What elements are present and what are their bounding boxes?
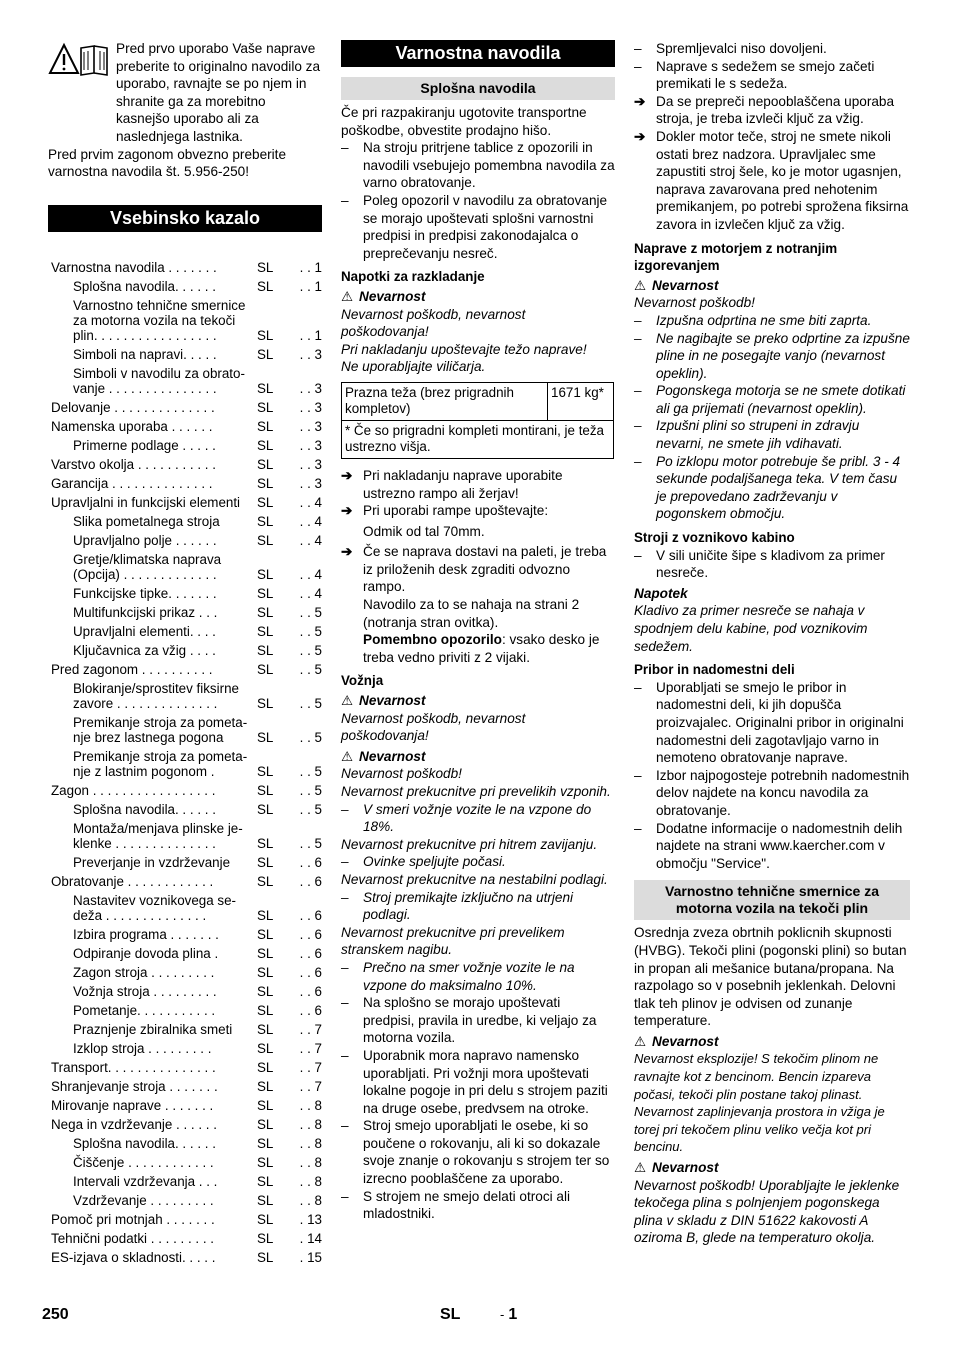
toc-entry-title: Mirovanje naprave . . . . . . .: [51, 1097, 214, 1113]
toc-entry-page: . . 1: [299, 278, 322, 294]
list-item: – Poleg opozoril v navodilu za obratovanje se morajo upoštevati splošni varnostni predpisi in predpisi zakonodajalca o preprečevanju nesreč.: [341, 192, 615, 262]
toc-row: [48, 713, 322, 747]
toc-entry-title: Preverjanje in vzdrževanje: [73, 854, 231, 870]
toc-row: [48, 1115, 322, 1134]
toc-entry-lang: SL: [257, 399, 274, 415]
toc-row: [48, 944, 322, 963]
subsection-title: Varnostno tehnične smernice za motorna vozila na tekoči plin: [634, 880, 910, 920]
list-item: – V sili uničite šipe s kladivom za primer nesreče.: [634, 547, 910, 582]
toc-entry-title: Blokiranje/sprostitev fiksirne zavore . . . . . . . . . . . . . .: [73, 680, 239, 711]
toc-row: [48, 872, 322, 891]
list-item: – V smeri vožnje vozite le na vzpone do 18%.: [341, 801, 615, 836]
toc-entry-title: Transport. . . . . . . . . . . . . . .: [51, 1059, 216, 1075]
toc-entry-page: . . 5: [299, 763, 322, 779]
list-item: ➔ Dokler motor teče, stroj ne smete nikoli ostati brez nadzora. Upravljalec sme zapustiti stroj šele, ko je motor ugasnjen, naprava zavarovana pred nehotenim premikanjem, po potrebi sprožena fiksirna zavora in izvlečen ključ za vžig.: [634, 128, 910, 234]
toc-entry-lang: SL: [257, 854, 274, 870]
paragraph: Nevarnost prekucnitve pri prevelikih vzponih.: [341, 784, 611, 799]
toc-entry-lang: SL: [257, 418, 274, 434]
warning-text: Nevarnost poškodb, nevarnost poškodovanja!: [341, 306, 526, 340]
toc-row: [48, 417, 322, 436]
toc-entry-page: . . 1: [299, 259, 322, 275]
toc-entry-title: Izklop stroja . . . . . . . . .: [73, 1040, 212, 1056]
intro-text: Pred prvo uporabo Vaše naprave preberite to originalno navodilo za uporabo, ravnajte se po njem in shranite ga za morebitno kasnejšo uporabo ali za naslednjega lastnika.: [116, 41, 321, 144]
toc-entry-title: Vožnja stroja . . . . . . . . .: [73, 983, 217, 999]
toc-entry-lang: SL: [257, 259, 274, 275]
toc-entry-title: Funkcijske tipke. . . . . . .: [73, 585, 217, 601]
toc-entry-title: Delovanje . . . . . . . . . . . . . .: [51, 399, 215, 415]
page-number: 250: [42, 1306, 69, 1323]
warning-icon: ⚠: [341, 693, 354, 709]
toc-entry-title: Izbira programa . . . . . . .: [73, 926, 219, 942]
toc-row: [48, 493, 322, 512]
warning-label: ⚠ Nevarnost: [634, 1160, 719, 1176]
toc-entry-title: Premikanje stroja za pometa- nje brez lastnega pogona: [73, 714, 248, 745]
warning-label: ⚠ Nevarnost: [341, 748, 426, 764]
toc-entry-lang: SL: [257, 380, 274, 396]
toc-entry-lang: SL: [257, 1097, 274, 1113]
toc-row: [48, 1229, 322, 1248]
heading: Napotki za razkladanje: [341, 269, 485, 285]
list-item: – Stroj smejo uporabljati le osebe, ki so poučene o rokovanju, ali ki so dokazale svoje znanje o rokovanju s strojem ter so izrecno pooblaščene za uporabo.: [341, 1117, 615, 1187]
toc-entry-title: Nega in vzdrževanje . . . . . .: [51, 1116, 217, 1132]
toc-entry-page: . . 8: [299, 1135, 322, 1151]
toc-entry-lang: SL: [257, 1249, 274, 1265]
note-label: Napotek: [634, 585, 688, 601]
paragraph: Nevarnost prekucnitve na nestabilni podlagi.: [341, 871, 608, 887]
toc-entry-title: Garancija . . . . . . . . . . . . . .: [51, 475, 213, 491]
paragraph: Odmik od tal 70mm.: [363, 523, 485, 539]
toc-entry-title: Splošna navodila. . . . . .: [73, 278, 216, 294]
toc-entry-page: . . 8: [299, 1173, 322, 1189]
toc-row: [48, 1172, 322, 1191]
intro-block: [48, 40, 322, 146]
toc-row: [48, 1134, 322, 1153]
toc-entry-title: Varstvo okolja . . . . . . . . . . .: [51, 456, 216, 472]
toc-row: [48, 819, 322, 853]
toc-entry-lang: SL: [257, 926, 274, 942]
toc-row: [48, 1210, 322, 1229]
heading: Naprave z motorjem z notranjim izgorevanjem: [634, 240, 838, 274]
toc-row: [48, 1153, 322, 1172]
list-item: ➔ Da se prepreči nepooblaščena uporaba stroja, je treba izvleči ključ za vžig.: [634, 93, 910, 128]
toc-row: [48, 364, 322, 398]
toc-entry-title: Upravljalno polje . . . . . .: [73, 532, 217, 548]
table-cell: 1671 kg*: [548, 382, 614, 420]
toc-row: [48, 584, 322, 603]
toc-row: [48, 531, 322, 550]
weight-table: [341, 382, 614, 459]
list-item: ➔ Pri uporabi rampe upoštevajte:: [341, 502, 615, 520]
toc-row: [48, 622, 322, 641]
toc-entry-title: Zagon stroja . . . . . . . . .: [73, 964, 215, 980]
toc-entry-page: . . 4: [299, 494, 322, 510]
toc-entry-lang: SL: [257, 278, 274, 294]
warning-text: Nevarnost poškodb, nevarnost poškodovanja!: [341, 710, 526, 744]
toc-row: [48, 1191, 322, 1210]
toc-entry-title: Nastavitev voznikovega se- deža . . . . . . . . . . . . . .: [73, 892, 236, 923]
toc-entry-title: Ključavnica za vžig . . . .: [73, 642, 216, 658]
note-text: Kladivo za primer nesreče se nahaja v spodnjem delu kabine, pod voznikovim sedežem.: [634, 603, 868, 654]
section-page-number: - 1: [500, 1306, 518, 1323]
toc-entry-lang: SL: [257, 585, 274, 601]
toc-entry-title: Slika pometalnega stroja: [73, 513, 220, 529]
toc-entry-title: Varnostna navodila . . . . . . .: [51, 259, 217, 275]
table-of-contents: [48, 258, 322, 1267]
warning-icon: ⚠: [341, 288, 354, 304]
toc-row: [48, 603, 322, 622]
toc-entry-lang: SL: [257, 566, 274, 582]
toc-entry-page: . . 8: [299, 1154, 322, 1170]
list-item: – S strojem ne smejo delati otroci ali mladostniki.: [341, 1188, 615, 1223]
toc-entry-title: Odpiranje dovoda plina .: [73, 945, 219, 961]
toc-entry-page: . . 3: [299, 418, 322, 434]
toc-entry-lang: SL: [257, 964, 274, 980]
column-1: [48, 40, 322, 1267]
warning-text: Pri nakladanju upoštevajte težo naprave! Ne uporabljajte viličarja.: [341, 341, 587, 375]
toc-row: [48, 436, 322, 455]
list-item: ➔ Če se naprava dostavi na paleti, je treba iz priloženih desk zgraditi odvozno rampo.: [341, 543, 615, 596]
toc-entry-lang: SL: [257, 835, 274, 851]
warning-icon: ⚠: [341, 748, 354, 764]
heading: Vožnja: [341, 673, 384, 689]
toc-row: [48, 963, 322, 982]
toc-row: [48, 455, 322, 474]
toc-entry-page: . . 6: [299, 1002, 322, 1018]
toc-entry-page: . . 6: [299, 873, 322, 889]
subsection-title: Splošna navodila: [341, 77, 615, 100]
toc-entry-lang: SL: [257, 729, 274, 745]
toc-entry-lang: SL: [257, 1154, 274, 1170]
toc-entry-page: . . 3: [299, 475, 322, 491]
toc-entry-title: Premikanje stroja za pometa- nje z lastnim pogonom .: [73, 748, 248, 779]
warning-label: ⚠ Nevarnost: [341, 693, 426, 709]
toc-row: [48, 398, 322, 417]
toc-entry-page: . . 1: [299, 327, 322, 343]
paragraph: Če pri razpakiranju ugotovite transportne poškodbe, obvestite prodajno hišo.: [341, 105, 587, 138]
toc-entry-title: Gretje/klimatska naprava (Opcija) . . . . . . . . . . . . .: [73, 551, 222, 582]
table-cell: * Če so prigradni kompleti montirani, je teža ustrezno višja.: [342, 420, 614, 458]
paragraph: Navodilo za to se nahaja na strani 2 (notranja stran ovitka).: [363, 597, 580, 630]
paragraph: Nevarnost prekucnitve pri prevelikem stranskem nagibu.: [341, 924, 565, 958]
toc-entry-title: Simboli na napravi. . . . .: [73, 346, 217, 362]
toc-row: [48, 550, 322, 584]
toc-entry-title: Upravljalni elementi. . . .: [73, 623, 216, 639]
toc-entry-page: . . 5: [299, 623, 322, 639]
toc-entry-lang: SL: [257, 346, 274, 362]
toc-row: [48, 345, 322, 364]
toc-entry-title: Montaža/menjava plinske je- klenke . . . . . . . . . . . . . .: [73, 820, 243, 851]
toc-entry-page: . . 7: [299, 1040, 322, 1056]
warning-text: Nevarnost eksplozije! S tekočim plinom ne ravnajte kot z bencinom. Bencin izpareva počasi, tekoči plin postane takoj plinast. Nevarnost zaplinjevanja prostora in vžiga je torej pri tekočem plinu veliko večja kot pri bencinu.: [634, 1051, 885, 1155]
list-item: – Stroj premikajte izključno na utrjeni podlagi.: [341, 889, 615, 924]
page-footer: [42, 1306, 912, 1330]
list-item: – Izpušni plini so strupeni in zdravju nevarni, ne smete jih vdihavati.: [634, 417, 910, 452]
toc-row: [48, 1077, 322, 1096]
toc-entry-page: . . 5: [299, 835, 322, 851]
toc-row: [48, 747, 322, 781]
toc-row: [48, 679, 322, 713]
toc-entry-page: . . 6: [299, 983, 322, 999]
toc-entry-page: . . 8: [299, 1192, 322, 1208]
intro-text-2: Pred prvim zagonom obvezno preberite varnostna navodila št. 5.956-250!: [48, 146, 287, 180]
toc-entry-lang: SL: [257, 437, 274, 453]
list-item: – Na splošno se morajo upoštevati predpisi, pravila in uredbe, ki veljajo za motorna vozila.: [341, 994, 615, 1047]
toc-entry-lang: SL: [257, 604, 274, 620]
toc-row: [48, 982, 322, 1001]
toc-row: [48, 781, 322, 800]
list-item: – Izpušna odprtina ne sme biti zaprta.: [634, 312, 910, 330]
warning-text: Nevarnost poškodb! Uporabljajte le jeklenke tekočega plina s polnjenjem pogonskega plina v skladu z DIN 51622 kakovosti A oziroma B, glede na temperaturo okolja.: [634, 1177, 900, 1246]
toc-entry-page: . . 5: [299, 782, 322, 798]
list-item: – Ovinke speljujte počasi.: [341, 853, 615, 871]
toc-entry-title: Splošna navodila. . . . . .: [73, 801, 216, 817]
toc-entry-title: Obratovanje . . . . . . . . . . . .: [51, 873, 214, 889]
toc-entry-lang: SL: [257, 1192, 274, 1208]
toc-entry-title: Vzdrževanje . . . . . . . . .: [73, 1192, 214, 1208]
toc-entry-lang: SL: [257, 532, 274, 548]
toc-entry-lang: SL: [257, 1116, 274, 1132]
toc-entry-title: Pred zagonom . . . . . . . . . .: [51, 661, 213, 677]
list-item: – Naprave s sedežem se smejo začeti premikati le s sedeža.: [634, 58, 910, 93]
warning-icon: ⚠: [634, 1033, 647, 1049]
toc-row: [48, 258, 322, 277]
toc-entry-lang: SL: [257, 1078, 274, 1094]
toc-row: [48, 1039, 322, 1058]
toc-row: [48, 891, 322, 925]
toc-row: [48, 1020, 322, 1039]
warning-text: Nevarnost poškodb!: [341, 766, 462, 782]
toc-entry-lang: SL: [257, 801, 274, 817]
toc-entry-page: . 15: [299, 1249, 322, 1265]
column-2: [341, 40, 615, 1223]
list-item: – Uporabnik mora napravo namensko uporabljati. Pri vožnji mora upoštevati lokalne pogoje in pri delu s strojem paziti na druge osebe, predvsem na otroke.: [341, 1047, 615, 1117]
toc-entry-lang: SL: [257, 456, 274, 472]
toc-entry-page: . . 7: [299, 1021, 322, 1037]
toc-entry-title: Praznjenje zbiralnika smeti: [73, 1021, 233, 1037]
list-item: – Ne nagibajte se preko odprtine za izpušne pline in ne posegajte vanjo (nevarnost opeklin).: [634, 330, 910, 383]
toc-entry-title: Simboli v navodilu za obrato- vanje . . . . . . . . . . . . . . .: [73, 365, 245, 396]
toc-row: [48, 1058, 322, 1077]
toc-entry-lang: SL: [257, 1230, 274, 1246]
toc-entry-title: Shranjevanje stroja . . . . . . .: [51, 1078, 218, 1094]
toc-row: [48, 296, 322, 345]
toc-entry-lang: SL: [257, 1135, 274, 1151]
toc-entry-lang: SL: [257, 475, 274, 491]
list-item: – Pogonskega motorja se ne smete dotikati ali ga prijemati (nevarnost opeklin).: [634, 382, 910, 417]
toc-entry-title: ES-izjava o skladnosti. . . . .: [51, 1249, 216, 1265]
toc-entry-title: Pometanje. . . . . . . . . . .: [73, 1002, 216, 1018]
toc-entry-page: . . 8: [299, 1116, 322, 1132]
toc-entry-page: . . 5: [299, 801, 322, 817]
toc-entry-title: Upravljalni in funkcijski elementi: [51, 494, 241, 510]
toc-entry-lang: SL: [257, 782, 274, 798]
toc-row: [48, 800, 322, 819]
toc-entry-page: . . 6: [299, 907, 322, 923]
toc-row: [48, 660, 322, 679]
toc-entry-lang: SL: [257, 642, 274, 658]
toc-entry-lang: SL: [257, 1021, 274, 1037]
toc-row: [48, 641, 322, 660]
toc-entry-page: . . 6: [299, 945, 322, 961]
toc-entry-lang: SL: [257, 695, 274, 711]
list-item: – Izbor najpogosteje potrebnih nadomestnih delov najdete na koncu navodila za obratovanje.: [634, 767, 910, 820]
toc-entry-page: . . 5: [299, 729, 322, 745]
toc-entry-page: . . 7: [299, 1078, 322, 1094]
toc-entry-lang: SL: [257, 1211, 274, 1227]
toc-entry-page: . . 5: [299, 604, 322, 620]
toc-row: [48, 925, 322, 944]
toc-entry-page: . . 4: [299, 566, 322, 582]
toc-entry-lang: SL: [257, 513, 274, 529]
warning-label: ⚠ Nevarnost: [634, 277, 719, 293]
warning-label: ⚠ Nevarnost: [634, 1033, 719, 1049]
toc-entry-lang: SL: [257, 661, 274, 677]
warning-manual-icon: [48, 42, 110, 76]
toc-entry-lang: SL: [257, 623, 274, 639]
list-item: – Prečno na smer vožnje vozite le na vzpone do maksimalno 10%.: [341, 959, 615, 994]
toc-entry-title: Primerne podlage . . . . .: [73, 437, 216, 453]
toc-entry-page: . . 3: [299, 346, 322, 362]
toc-entry-lang: SL: [257, 873, 274, 889]
list-item: ➔ Pri nakladanju naprave uporabite ustrezno rampo ali žerjav!: [341, 467, 615, 502]
toc-entry-page: . 14: [299, 1230, 322, 1246]
toc-entry-page: . . 4: [299, 585, 322, 601]
toc-entry-lang: SL: [257, 907, 274, 923]
warning-icon: ⚠: [634, 1160, 647, 1176]
toc-entry-title: Čiščenje . . . . . . . . . . . .: [73, 1154, 214, 1170]
toc-entry-page: . . 6: [299, 964, 322, 980]
heading: Pribor in nadomestni deli: [634, 662, 795, 678]
list-item: – Spremljevalci niso dovoljeni.: [634, 40, 910, 58]
toc-entry-page: . . 5: [299, 642, 322, 658]
toc-row: [48, 277, 322, 296]
toc-entry-page: . . 5: [299, 661, 322, 677]
list-item: – Dodatne informacije o nadomestnih delih najdete na strani www.kaercher.com v območju "Service".: [634, 820, 910, 873]
toc-row: [48, 474, 322, 493]
paragraph: Pomembno opozorilo: vsako desko je treba vedno priviti z 2 vijaki.: [363, 632, 600, 665]
toc-title: Vsebinsko kazalo: [48, 205, 322, 232]
toc-entry-lang: SL: [257, 327, 274, 343]
toc-entry-page: . . 6: [299, 926, 322, 942]
toc-entry-title: Multifunkcijski prikaz . . .: [73, 604, 218, 620]
toc-entry-title: Splošna navodila. . . . . .: [73, 1135, 216, 1151]
toc-entry-title: Pomoč pri motnjah . . . . . . .: [51, 1211, 215, 1227]
toc-row: [48, 1096, 322, 1115]
toc-entry-lang: SL: [257, 763, 274, 779]
toc-entry-title: Namenska uporaba . . . . . .: [51, 418, 213, 434]
toc-row: [48, 1248, 322, 1267]
toc-entry-title: Zagon . . . . . . . . . . . . . . . . .: [51, 782, 216, 798]
toc-entry-lang: SL: [257, 1059, 274, 1075]
toc-row: [48, 853, 322, 872]
toc-entry-lang: SL: [257, 1040, 274, 1056]
toc-entry-page: . . 3: [299, 437, 322, 453]
toc-entry-page: . . 4: [299, 513, 322, 529]
toc-entry-title: Tehnični podatki . . . . . . . . .: [51, 1230, 214, 1246]
list-item: – Na stroju pritrjene tablice z opozorili in navodili vsebujejo pomembna navodila za varno obratovanje.: [341, 139, 615, 192]
toc-entry-page: . . 3: [299, 380, 322, 396]
toc-row: [48, 1001, 322, 1020]
toc-entry-page: . . 3: [299, 399, 322, 415]
toc-entry-page: . 13: [299, 1211, 322, 1227]
paragraph: Osrednja zveza obrtnih poklicnih skupnosti (HVBG). Tekoči plini (pogonski plini) so butan in propan ali mešanice butana/propana. Na razpolago so v posebnih jeklenkah. Delovni tlak teh plinov je odvisen od zunanje temperature.: [634, 925, 907, 1029]
toc-entry-page: . . 3: [299, 456, 322, 472]
toc-entry-title: Varnostno tehnične smernice za motorna vozila na tekoči plin. . . . . . . . . . . . . . . . .: [73, 297, 246, 343]
heading: Stroji z voznikovo kabino: [634, 530, 795, 546]
toc-entry-page: . . 6: [299, 854, 322, 870]
warning-icon: ⚠: [634, 277, 647, 293]
list-item: – Uporabljati se smejo le pribor in nadomestni deli, ki jih dopušča proizvajalec. Originalni pribor in originalni nadomestni deli zagotavljajo varno in nemoteno obratovanje naprave.: [634, 679, 910, 767]
toc-entry-lang: SL: [257, 494, 274, 510]
paragraph: Nevarnost prekucnitve pri hitrem zavijanju.: [341, 836, 598, 852]
toc-entry-lang: SL: [257, 983, 274, 999]
toc-entry-page: . . 8: [299, 1097, 322, 1113]
toc-entry-page: . . 5: [299, 695, 322, 711]
warning-text: Nevarnost poškodb!: [634, 295, 755, 311]
list-item: – Po izklopu motor potrebuje še pribl. 3 - 4 sekunde podaljšanega teka. V tem času je prepovedano zadrževanju v pogonskem območju.: [634, 453, 910, 523]
toc-entry-lang: SL: [257, 1002, 274, 1018]
warning-label: ⚠ Nevarnost: [341, 288, 426, 304]
toc-entry-lang: SL: [257, 1173, 274, 1189]
column-3: [634, 40, 910, 1247]
table-cell: Prazna teža (brez prigradnih kompletov): [342, 382, 548, 420]
toc-entry-lang: SL: [257, 945, 274, 961]
language-code: SL: [440, 1306, 461, 1323]
toc-entry-title: Intervali vzdrževanja . . .: [73, 1173, 218, 1189]
toc-entry-page: . . 7: [299, 1059, 322, 1075]
section-title: Varnostna navodila: [341, 40, 615, 67]
toc-entry-page: . . 4: [299, 532, 322, 548]
toc-row: [48, 512, 322, 531]
